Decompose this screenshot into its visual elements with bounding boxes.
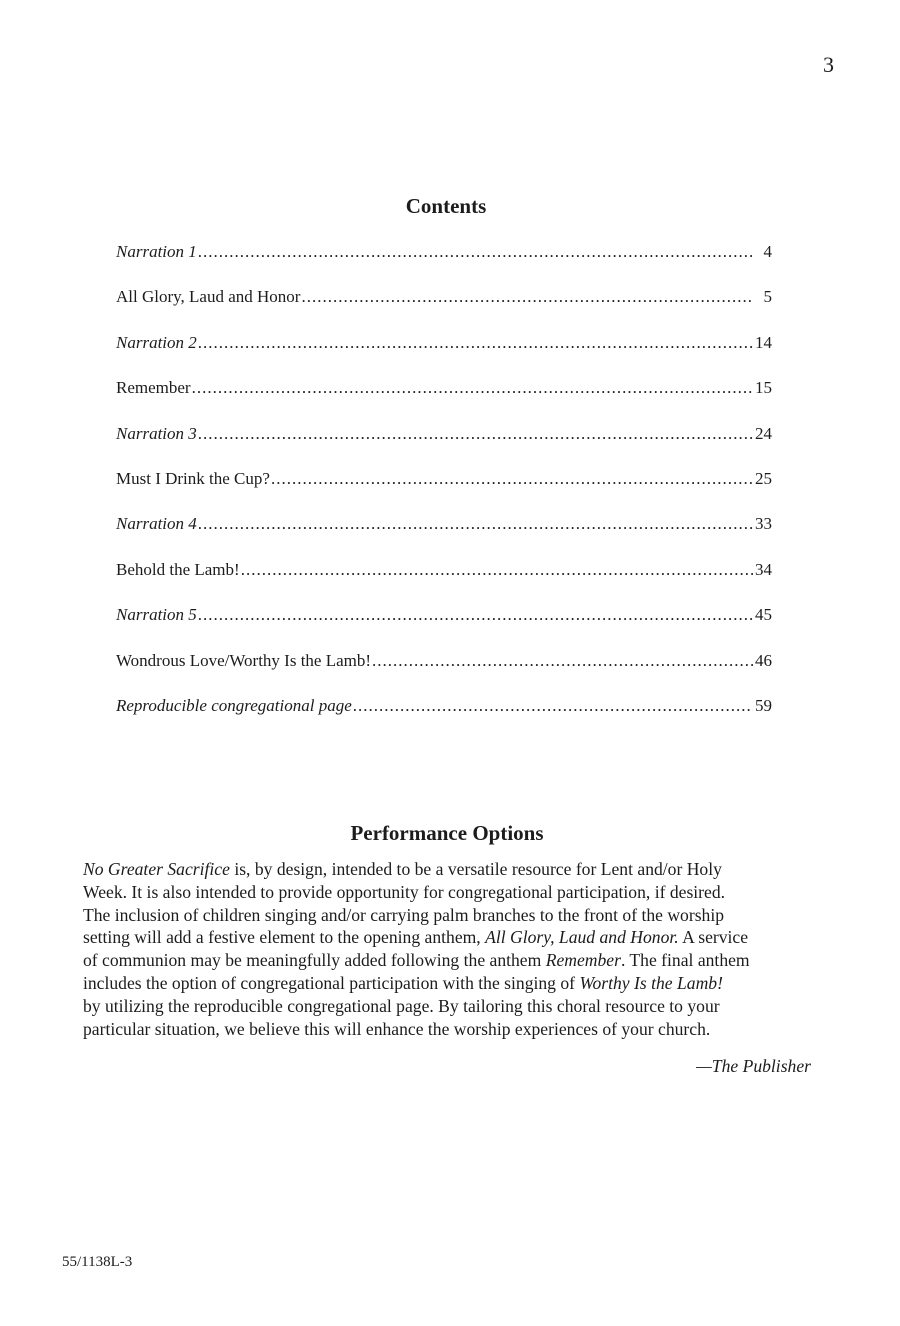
toc-entry-title: Remember bbox=[116, 378, 191, 398]
toc-entry bbox=[116, 557, 772, 602]
paragraph-line bbox=[83, 858, 813, 881]
toc-leader-dots bbox=[271, 466, 753, 492]
toc-entry-title: Reproducible congregational page bbox=[116, 695, 352, 715]
paragraph-text: is, by design, intended to be a versatile resource for Lent and/or Holy bbox=[229, 859, 722, 879]
paragraph-text: includes the option of congregational participation with the singing of bbox=[83, 972, 580, 993]
paragraph-text: by utilizing the reproducible congregational page. By tailoring this choral resource to your bbox=[83, 995, 720, 1016]
toc-leader-dots bbox=[198, 421, 753, 447]
toc-entry-page: 34 bbox=[755, 559, 772, 579]
italic-title-text: Remember bbox=[545, 950, 621, 971]
toc-entry-title: Behold the Lamb! bbox=[116, 559, 240, 579]
performance-options-paragraph bbox=[83, 858, 813, 1040]
toc-entry-page: 45 bbox=[755, 605, 772, 625]
paragraph-line bbox=[83, 926, 813, 949]
paragraph-text: . The final anthem bbox=[620, 950, 750, 971]
toc-entry bbox=[116, 284, 772, 329]
toc-entry bbox=[116, 375, 772, 420]
paragraph-line bbox=[83, 995, 813, 1018]
toc-leader-dots bbox=[198, 330, 753, 356]
toc-entry bbox=[116, 239, 772, 284]
toc-leader-dots bbox=[372, 648, 753, 674]
italic-title-text: All Glory, Laud and Honor. bbox=[485, 927, 679, 948]
toc-entry bbox=[116, 693, 772, 738]
toc-entry-page: 33 bbox=[755, 514, 772, 534]
toc-leader-dots bbox=[301, 284, 753, 310]
toc-entry bbox=[116, 421, 772, 466]
paragraph-text: A service bbox=[678, 927, 749, 948]
catalog-number: 55/1138L-3 bbox=[62, 1254, 133, 1270]
toc-entry-title: Narration 5 bbox=[116, 605, 197, 625]
toc-entry-page: 24 bbox=[755, 423, 772, 443]
toc-entry-title: Wondrous Love/Worthy Is the Lamb! bbox=[116, 650, 372, 670]
toc-entry-page: 5 bbox=[763, 287, 772, 307]
toc-entry bbox=[116, 466, 772, 511]
toc-entry bbox=[116, 602, 772, 647]
toc-leader-dots bbox=[198, 602, 753, 628]
toc-leader-dots bbox=[192, 375, 753, 401]
italic-title-text: Worthy Is the Lamb! bbox=[579, 972, 723, 993]
contents-heading: Contents bbox=[405, 194, 487, 218]
toc-entry-page: 15 bbox=[755, 378, 772, 398]
paragraph-line bbox=[83, 904, 813, 927]
paragraph-text: particular situation, we believe this will enhance the worship experiences of your church. bbox=[83, 1018, 711, 1039]
paragraph-line bbox=[83, 972, 813, 995]
toc-entry-title: Must I Drink the Cup? bbox=[116, 468, 270, 488]
toc-leader-dots bbox=[198, 511, 753, 537]
toc-entry-page: 59 bbox=[755, 695, 772, 715]
toc-entry-title: Narration 3 bbox=[116, 423, 197, 443]
paragraph-text: Week. It is also intended to provide opportunity for congregational participation, if desired. bbox=[83, 881, 726, 902]
paragraph-text: The inclusion of children singing and/or carrying palm branches to the front of the worship bbox=[83, 904, 725, 925]
toc-entry bbox=[116, 330, 772, 375]
toc-entry-page: 4 bbox=[763, 242, 772, 261]
paragraph-text: of communion may be meaningfully added following the anthem bbox=[83, 950, 546, 971]
toc-leader-dots bbox=[198, 239, 753, 265]
toc-entry-title: All Glory, Laud and Honor bbox=[116, 287, 301, 307]
paragraph-text: setting will add a festive element to the opening anthem, bbox=[83, 927, 486, 948]
paragraph-line bbox=[83, 881, 813, 904]
toc-entry-page: 14 bbox=[755, 332, 772, 352]
toc-leader-dots bbox=[241, 557, 753, 583]
toc-entry-title: Narration 2 bbox=[116, 332, 197, 352]
toc-entry-title: Narration 1 bbox=[116, 242, 197, 261]
page-number: 3 bbox=[823, 52, 834, 77]
toc-entry bbox=[116, 648, 772, 693]
performance-options-heading: Performance Options bbox=[350, 821, 544, 845]
toc-entry-page: 46 bbox=[755, 650, 772, 670]
table-of-contents bbox=[116, 239, 772, 738]
publisher-signature: —The Publisher bbox=[696, 1056, 811, 1076]
toc-leader-dots bbox=[353, 693, 753, 719]
toc-entry-page: 25 bbox=[755, 468, 772, 488]
italic-title-text: No Greater Sacrifice bbox=[83, 859, 230, 879]
toc-entry bbox=[116, 511, 772, 556]
toc-entry-title: Narration 4 bbox=[116, 514, 197, 534]
paragraph-line bbox=[83, 1018, 813, 1041]
paragraph-line bbox=[83, 949, 813, 972]
